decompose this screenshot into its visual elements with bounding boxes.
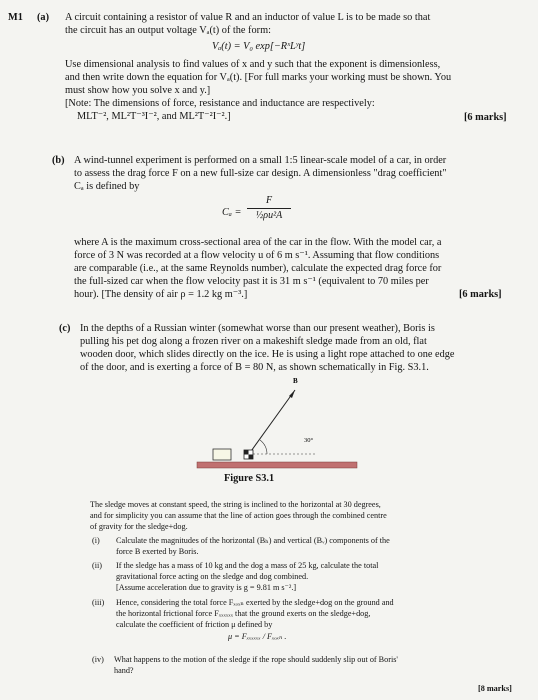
part-c-label: (c) — [59, 323, 71, 334]
cog-quadrant — [244, 450, 249, 455]
sub-item-line: [Assume acceleration due to gravity is g = 9.81 m s⁻².] — [116, 583, 297, 592]
part-a-marks: [6 marks] — [464, 112, 507, 123]
drag-coefficient-lhs: Cₐ = — [222, 207, 242, 218]
sub-item-line: Calculate the magnitudes of the horizontal (Bₕ) and vertical (Bᵥ) components of the — [116, 536, 390, 545]
part-c-after-line: of gravity for the sledge+dog. — [90, 522, 188, 531]
part-b-body-line: are comparable (i.e., at the same Reynolds number), calculate the expected drag force for — [74, 263, 442, 274]
part-b-body-line: the full-sized car when the flow velocity past it is 31 m s⁻¹ (equivalent to 70 miles per — [74, 276, 429, 287]
sub-item-label: (iii) — [92, 598, 105, 607]
sub-item-label: (iv) — [92, 655, 104, 664]
part-a-note-line: [Note: The dimensions of force, resistance and inductance are respectively: — [65, 98, 375, 109]
part-c-after-line: The sledge moves at constant speed, the string is inclined to the horizontal at 30 degrees, — [90, 500, 381, 509]
sub-item-line: If the sledge has a mass of 10 kg and the dog a mass of 25 kg, calculate the total — [116, 561, 379, 570]
drag-coefficient-fraction — [247, 195, 291, 227]
question-number: M1 — [8, 12, 23, 23]
fraction-denominator: ½ρu²A — [255, 210, 283, 221]
angle-arc — [260, 440, 267, 454]
friction-equation: μ = Fₓₓₓₓₓₓ / Fₓₒₓₙ . — [228, 632, 287, 641]
sub-item-line: What happens to the motion of the sledge if the rope should suddenly slip out of Boris' — [114, 655, 398, 664]
sledge-door — [197, 462, 357, 468]
sub-item-line: Hence, considering the total force Fₓₒₓₙ exerted by the sledge+dog on the ground and — [116, 598, 394, 607]
sub-item-line: force B exerted by Boris. — [116, 547, 199, 556]
part-a-label: (a) — [37, 12, 50, 23]
part-a-line: A circuit containing a resistor of value R and an inductor of value L is to be made so that — [65, 12, 431, 23]
part-a-line: the circuit has an output voltage Vₐ(t) of the form: — [65, 25, 271, 36]
part-a-note-line: MLT⁻², ML²T⁻³I⁻², and ML²T⁻²I⁻².] — [77, 111, 231, 122]
part-b-line: to assess the drag force F on a new full-size car design. A dimensionless "drag coefficient" — [74, 168, 447, 179]
part-a-body-line: and then write down the equation for Vₐ(t). [For full marks your working must be shown. You — [65, 72, 452, 83]
part-b-body-line: force of 3 N was recorded at a flow velocity u of 6 m s⁻¹. Assuming that flow conditions — [74, 250, 440, 261]
sub-item-line: the horizontal frictional force Fₓₓₓₓₓₓ that the ground exerts on the sledge+dog, — [116, 609, 371, 618]
sub-item-label: (i) — [92, 536, 100, 545]
sub-item-label: (ii) — [92, 561, 103, 570]
part-a-equation: Vₐ(t) = V₀ exp[−RˣLʸt] — [212, 41, 306, 52]
sub-item-line: calculate the coefficient of friction μ defined by — [116, 620, 273, 629]
force-b-label: B — [293, 377, 298, 385]
part-b-body-line: where A is the maximum cross-sectional area of the car in the flow. With the model car, a — [74, 237, 442, 248]
part-b-line: Cₐ is defined by — [74, 181, 140, 192]
part-c-line: wooden door, which slides directly on the ice. He is using a light rope attached to one edge — [80, 349, 455, 360]
cog-quadrant — [249, 455, 254, 460]
sub-item-line: gravitational force acting on the sledge and dog combined. — [116, 572, 309, 581]
part-c-line: pulling his pet dog along a frozen river on a makeshift sledge made from an old, flat — [80, 336, 427, 347]
part-b-line: A wind-tunnel experiment is performed on a small 1:5 linear-scale model of a car, in order — [74, 155, 447, 166]
part-c-marks: [8 marks] — [478, 684, 512, 693]
part-a-body-line: Use dimensional analysis to find values of x and y such that the exponent is dimensionless, — [65, 59, 441, 70]
part-c-after-line: and for simplicity you can assume that the line of action goes through the combined centre — [90, 511, 387, 520]
part-b-label: (b) — [52, 155, 65, 166]
part-a-body-line: must show how you solve x and y.] — [65, 85, 211, 96]
part-c-line: of the door, and is exerting a force of B = 80 N, as shown schematically in Fig. S3.1. — [80, 362, 429, 373]
figure-caption: Figure S3.1 — [224, 473, 275, 484]
part-b-body-line: hour). [The density of air ρ = 1.2 kg m⁻³.] — [74, 289, 248, 300]
part-c-line: In the depths of a Russian winter (somewhat worse than our present weather), Boris is — [80, 323, 435, 334]
fraction-numerator: F — [265, 195, 273, 206]
rope-line — [249, 390, 295, 454]
angle-label: 30° — [304, 437, 314, 444]
dog-box — [213, 449, 231, 460]
sledge-figure — [175, 370, 375, 470]
fraction-bar — [247, 208, 291, 209]
sub-item-line: hand? — [114, 666, 134, 675]
part-b-marks: [6 marks] — [459, 289, 502, 300]
